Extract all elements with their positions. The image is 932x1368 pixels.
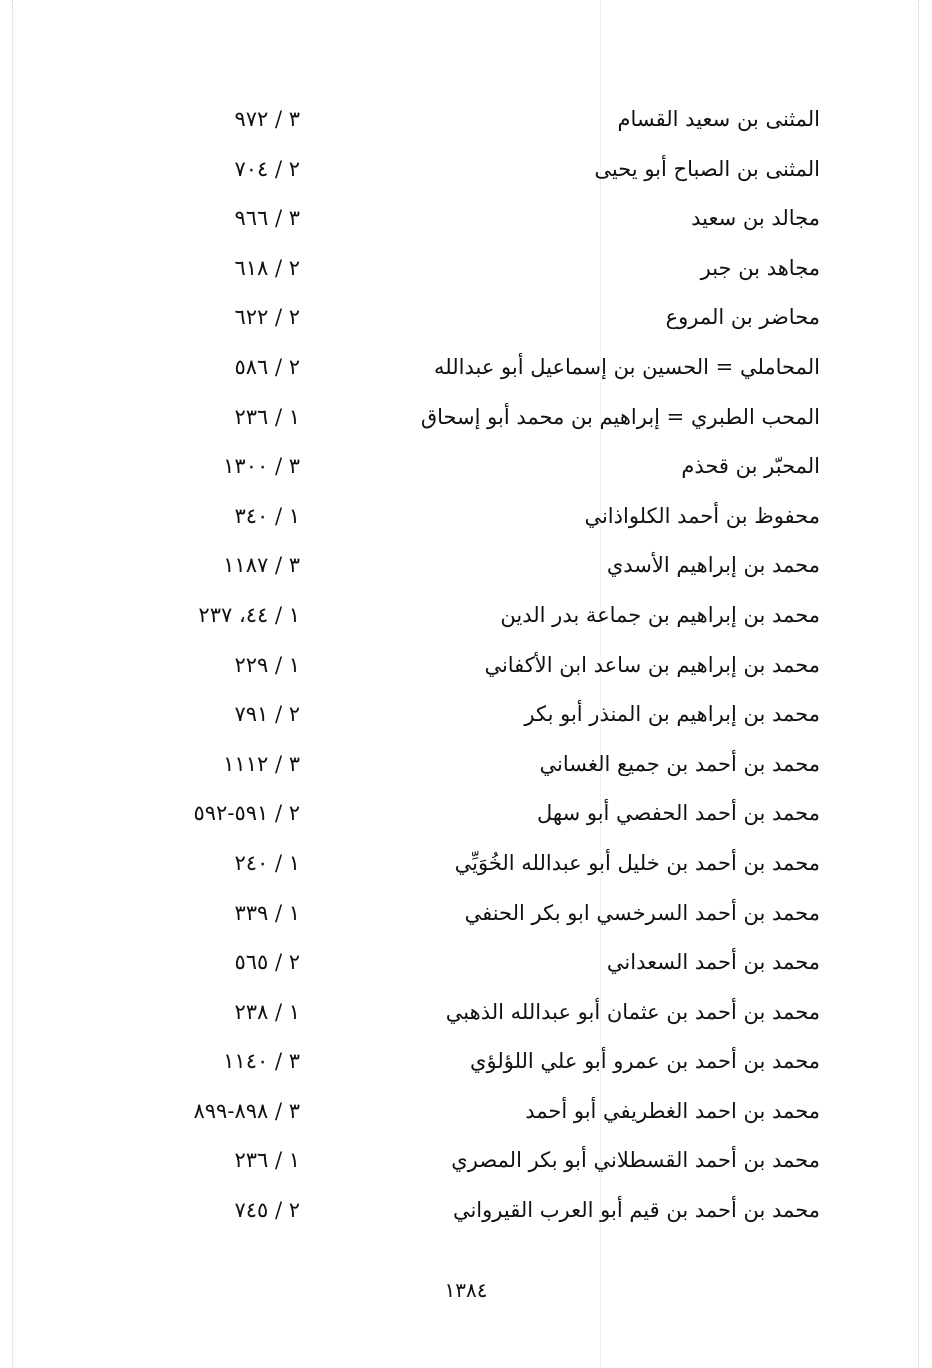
index-entry [140,842,820,892]
entry-name: محمد بن أحمد بن خليل أبو عبدالله الخُوَيِّي [454,850,820,875]
entry-page-reference: ١ / ٢٤٠ [234,850,300,875]
entry-name: مجالد بن سعيد [691,206,820,231]
entry-name: محمد بن أحمد بن عثمان أبو عبدالله الذهبي [445,999,820,1024]
entry-page-reference: ٢ / ٧٠٤ [234,156,300,181]
entry-page-reference: ٣ / ٩٦٦ [234,206,300,231]
entry-name: المثنى بن سعيد القسام [617,107,820,131]
entry-page-reference: ٢ / ٦١٨ [234,255,300,280]
entry-page-reference: ١ / ٢٣٦ [234,404,300,429]
entry-name: محمد بن أحمد الحفصي أبو سهل [537,801,820,826]
entry-name: المثنى بن الصباح أبو يحيى [594,156,820,181]
entry-name: المحبّر بن قحذم [681,454,820,479]
entry-page-reference: ١ / ٢٣٦ [234,1148,300,1173]
index-entry [140,346,820,396]
index-entry [140,991,820,1041]
entry-name: محمد بن أحمد بن عمرو أبو علي اللؤلؤي [470,1049,820,1074]
entry-name: محمد بن أحمد القسطلاني أبو بكر المصري [451,1148,820,1173]
entry-page-reference: ١ / ٣٤٠ [234,503,300,528]
entry-name: محمد بن أحمد بن جميع الغساني [539,751,820,776]
entry-page-reference: ٢ / ٧٤٥ [234,1198,300,1223]
index-entry [140,296,820,346]
entry-page-reference: ٢ / ٥٩١-٥٩٢ [193,801,300,826]
entry-name: محمد بن أحمد السرخسي ابو بكر الحنفي [464,900,820,925]
entry-name: محمد بن إبراهيم بن المنذر أبو بكر [524,702,820,727]
index-entry [140,594,820,644]
index-entry [140,148,820,198]
entry-page-reference: ٣ / ١١٤٠ [223,1049,300,1074]
entry-name: مجاهد بن جبر [700,255,820,280]
entry-name: محمد بن احمد الغطريفي أبو أحمد [525,1098,820,1123]
index-entry [140,693,820,743]
scan-artifact-line [12,0,13,1368]
entry-page-reference: ٣ / ٩٧٢ [234,107,300,131]
index-entry [140,445,820,495]
entry-name: المحب الطبري = إبراهيم بن محمد أبو إسحاق [420,404,820,429]
entry-name: محمد بن إبراهيم بن ساعد ابن الأكفاني [484,652,820,677]
entry-name: محمد بن أحمد بن قيم أبو العرب القيرواني [452,1198,820,1223]
entry-name: محمد بن إبراهيم بن جماعة بدر الدين [500,602,820,627]
entry-page-reference: ١ / ٤٤، ٢٣٧ [198,602,300,627]
entry-page-reference: ٢ / ٥٨٦ [234,354,300,379]
index-entry [140,396,820,446]
page-number: ١٣٨٤ [444,1278,488,1302]
entry-page-reference: ١ / ٣٣٩ [234,900,300,925]
entry-page-reference: ٣ / ١١٨٧ [223,553,300,578]
entry-page-reference: ٢ / ٥٦٥ [234,950,300,975]
index-entry [140,743,820,793]
entry-page-reference: ٢ / ٦٢٢ [234,305,300,330]
index-entry [140,544,820,594]
index-entry [140,247,820,297]
entry-name: المحاملي = الحسين بن إسماعيل أبو عبدالله [434,354,820,379]
entry-name: محمد بن إبراهيم الأسدي [606,553,820,578]
index-entry [140,1090,820,1140]
index-entry [140,1139,820,1189]
index-entry [140,98,820,148]
index-entry [140,1189,820,1239]
entry-page-reference: ٣ / ١٣٠٠ [223,454,300,479]
index-entry [140,644,820,694]
entry-page-reference: ٣ / ١١١٢ [223,751,300,776]
entry-page-reference: ١ / ٢٢٩ [234,652,300,677]
entry-page-reference: ٢ / ٧٩١ [234,702,300,727]
index-entry [140,197,820,247]
entry-name: محمد بن أحمد السعداني [606,950,820,975]
index-entry [140,495,820,545]
index-entry [140,892,820,942]
index-entry [140,941,820,991]
index-entry [140,1040,820,1090]
entry-page-reference: ١ / ٢٣٨ [234,999,300,1024]
index-entry [140,792,820,842]
entry-name: محاضر بن المروع [665,305,820,330]
name-index-list [140,98,820,1239]
entry-page-reference: ٣ / ٨٩٨-٨٩٩ [193,1098,300,1123]
scan-artifact-line [918,0,919,1368]
entry-name: محفوظ بن أحمد الكلواذاني [584,503,820,528]
